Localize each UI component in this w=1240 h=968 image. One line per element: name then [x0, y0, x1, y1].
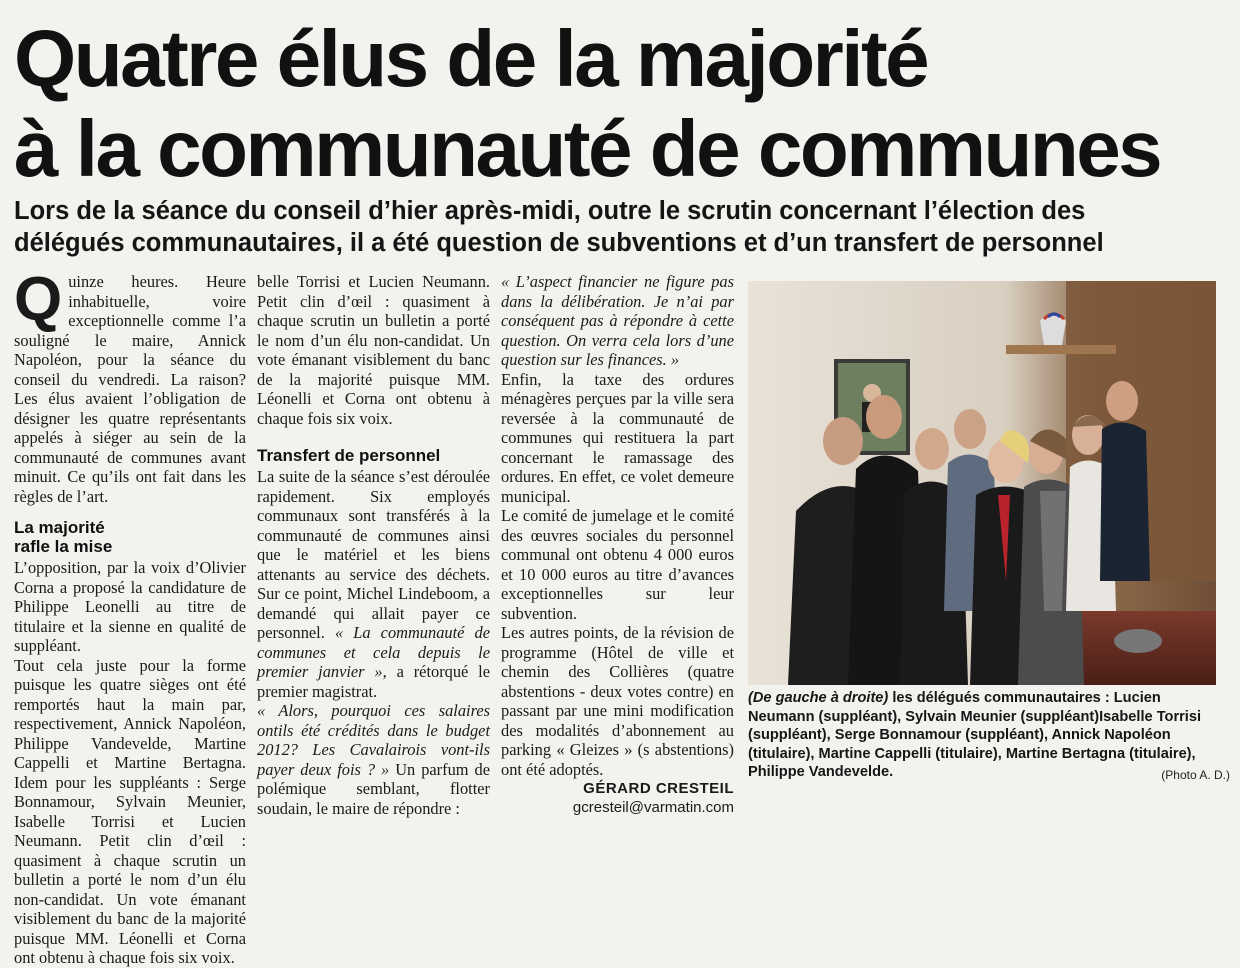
paragraph-intro: Quinze heures. Heure inhabituelle, voire exceptionnelle comme l’a souligné le maire, Annick Napoléon, pour la séance du conseil du vendredi. La raison? Les élus avaient l’obligation de désigner les quatre représentants appelés à siéger au sein de la communauté de communes avant minuit. Ce qu’ils ont fait dans les règles de l’art. — [14, 265, 246, 506]
article-column-3 — [501, 272, 734, 817]
paragraph-results-continued: belle Torrisi et Lucien Neumann. Petit clin d’œil : quasiment à chaque scrutin un bulletin a porté le nom d’un élu non-candidat. Un vote émanant visiblement du banc de la majorité puisque MM. Léonelli et Corna ont obtenu à chaque fois six voix. — [257, 272, 490, 428]
paragraph-opposition: L’opposition, par la voix d’Olivier Corna a proposé la candidature de Philippe Leonelli au titre de titulaire et la sienne en qualité de suppléant. — [14, 558, 246, 655]
paragraph-other-points: Les autres points, de la révision de programme (Hôtel de ville et chemin des Collières (quatre abstentions - deux votes contre) en passant par une mini modification des modalités d’abonnement au parking « Gleizes » (s abstentions) ont été adoptés. — [501, 623, 734, 779]
article-column-2-top — [257, 272, 490, 428]
subheadline-line-1: Lors de la séance du conseil d’hier après-midi, outre le scrutin concernant l’élection des — [14, 197, 1086, 225]
photo-credit: (Photo A. D.) — [1161, 768, 1230, 782]
quote-mayor-1: « La communauté de communes et cela depuis le premier janvier » — [257, 623, 490, 681]
subheadline-line-2: délégués communautaires, il a été question de subventions et d’un transfert de personnel — [14, 229, 1104, 257]
headline — [14, 14, 1229, 194]
author-email: gcresteil@varmatin.com — [572, 799, 734, 816]
paragraph-results: Tout cela juste pour la forme puisque les quatre sièges ont été remportés haut la main par, respectivement, Annick Napoléon, Philippe Vandevelde, Martine Cappelli et Martine Bertagna. Idem pour les suppléants : Serge Bonnamour, Sylvain Meunier, Isabelle Torrisi et Lucien Neumann. Petit clin d’œil : quasiment à chaque scrutin un bulletin a porté le nom d’un élu non-candidat. Un vote émanant visiblement du banc de la majorité puisque MM. Léonelli et Corna ont obtenu à chaque fois six voix. — [14, 655, 246, 967]
article-column-1 — [14, 265, 246, 967]
subheadline — [14, 195, 1229, 259]
section-title-transfert: Transfert de personnel — [257, 446, 441, 465]
headline-line-2: à la communauté de communes — [14, 104, 1161, 193]
author-byline: GÉRARD CRESTEIL — [583, 780, 734, 797]
caption-lead: (De gauche à droite) — [748, 690, 889, 706]
drop-cap: Q — [14, 265, 63, 334]
article-column-2 — [257, 432, 490, 818]
paragraph-transfer: La suite de la séance s’est déroulée rapidement. Six employés communaux sont transférés à la communauté de communes ainsi que le matériel et les biens attenants au service des déchets. Sur ce point, Michel Lindeboom, a demandé qui allait payer ce personnel. « La communauté de communes et cela depuis le premier janvier », a rétorqué le premier magistrat. — [257, 467, 490, 701]
caption-text: les délégués communautaires : Lucien Neumann (suppléant), Sylvain Meunier (suppléant)Isabelle Torrisi (suppléant), Serge Bonnamour (suppléant), Annick Napoléon (titulaire), Martine Cappelli (titulaire), Martine Bertagna (titulaire), Philippe Vandevelde. — [748, 690, 1202, 781]
group-photo — [748, 281, 1216, 685]
group-photo-image — [748, 281, 1216, 685]
section-title-majorite: La majorité rafle la mise — [14, 518, 113, 556]
paragraph-polemic: « Alors, pourquoi ces salaires ontils été crédités dans le budget 2012? Les Cavalairois vont-ils payer deux fois ? » Un parfum de polémique semblant, flotter soudain, le maire de répondre : — [257, 701, 490, 818]
quote-mayor-2: « L’aspect financier ne figure pas dans la délibération. Je n’ai par conséquent pas à répondre à cette question. On verra cela lors d’une question sur les finances. » — [501, 272, 734, 369]
paragraph-subsidies: Le comité de jumelage et le comité des œuvres sociales du personnel communal ont obtenu 4 000 euros et 10 000 euros au titre d’avances exceptionnelles sur leur subvention. — [501, 506, 734, 623]
headline-line-1: Quatre élus de la majorité — [14, 14, 928, 103]
paragraph-taxes: Enfin, la taxe des ordures ménagères perçues par la ville sera reversée à la communauté de communes qui restituera la part concernant le ramassage des ordures. En effet, ce volet demeure municipal. — [501, 369, 734, 506]
quote-opposition: « Alors, pourquoi ces salaires ontils été crédités dans le budget 2012? Les Cavalairois vont-ils payer deux fois ? » — [257, 701, 490, 779]
